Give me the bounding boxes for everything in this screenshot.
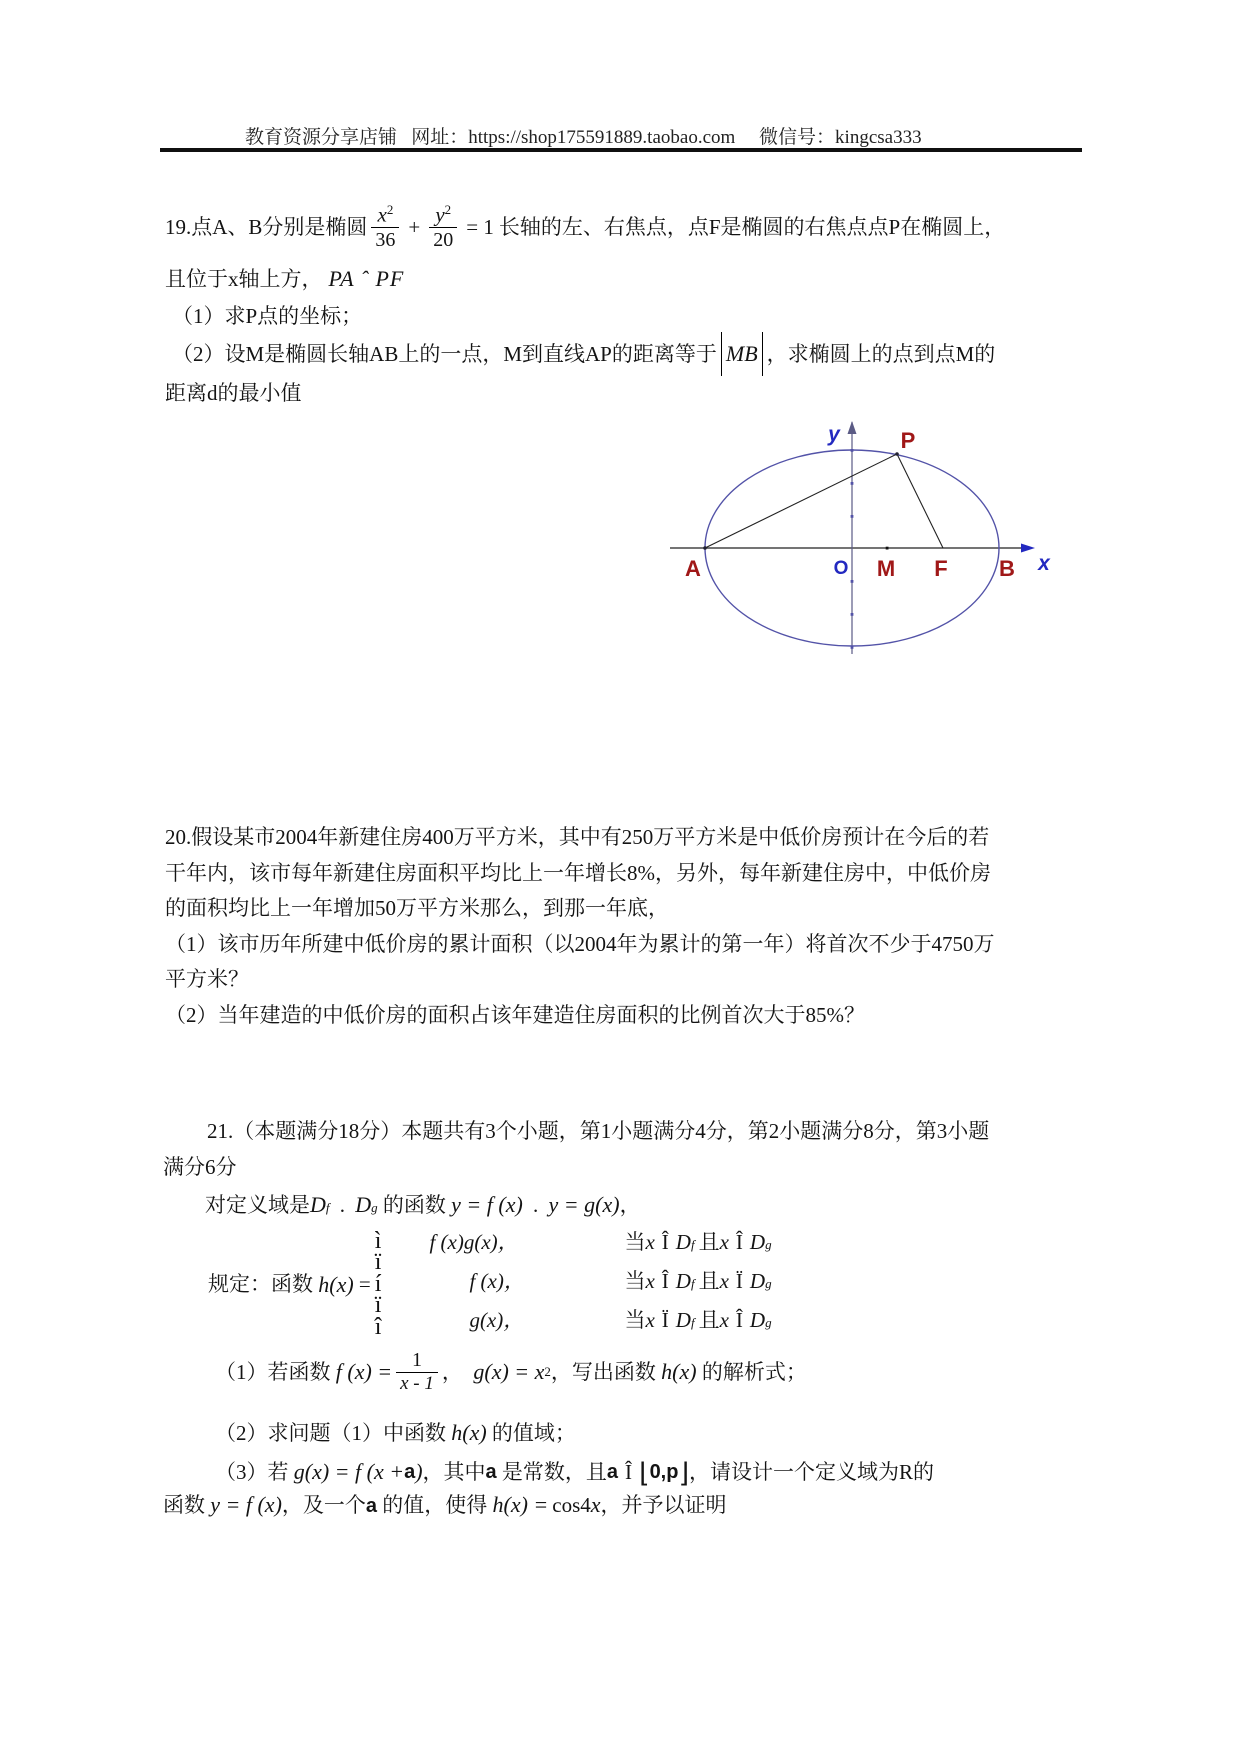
p21-item3-t1: ，其中 bbox=[422, 1459, 486, 1484]
label-b: B bbox=[999, 556, 1015, 581]
formula-y-fx: y = f (x) bbox=[210, 1492, 282, 1517]
case2-expr: f (x)， bbox=[469, 1269, 525, 1293]
brace-glyph: î bbox=[374, 1313, 382, 1340]
p21-item4 bbox=[163, 1492, 727, 1518]
abs-mb bbox=[721, 332, 763, 376]
exponent: 2 bbox=[444, 201, 452, 217]
p21-title1 bbox=[207, 1118, 989, 1144]
x-axis-arrow-icon bbox=[1021, 544, 1035, 553]
label-x-axis: x bbox=[1038, 552, 1050, 575]
p21-intro-pre: 对定义域是 bbox=[205, 1193, 310, 1217]
case1-expr: f (x)g(x)， bbox=[429, 1230, 519, 1254]
when-label: 当 bbox=[624, 1269, 646, 1293]
p20-line: 干年内，该市每年新建住房面积平均比上一年增长8%，另外，每年新建住房中，中低价房 bbox=[165, 860, 991, 885]
formula-hx: h(x) bbox=[661, 1359, 697, 1384]
set-dg-sub: g bbox=[765, 1315, 772, 1330]
p21-item4-t4: ，并予以证明 bbox=[600, 1493, 727, 1517]
point-m bbox=[886, 547, 889, 550]
close-paren: ) bbox=[415, 1459, 423, 1484]
set-dg: D bbox=[749, 1269, 766, 1293]
var-x: x bbox=[377, 202, 387, 227]
p19-line2 bbox=[165, 266, 404, 292]
cos4-text: cos4 bbox=[552, 1493, 591, 1517]
var-x: x bbox=[645, 1308, 655, 1332]
p20-line: 20.假设某市2004年新建住房400万平方米，其中有250万平方米是中低价房预计在今后的若 bbox=[165, 825, 990, 849]
p21-item1 bbox=[215, 1346, 807, 1398]
point-a bbox=[703, 546, 707, 550]
element-of-symbol: Î bbox=[661, 1230, 669, 1254]
p19-item1-text: （1）求P点的坐标； bbox=[172, 304, 363, 328]
not-element-of-symbol: Ï bbox=[661, 1308, 669, 1332]
var-x: x bbox=[719, 1308, 729, 1332]
brace-glyph: ï bbox=[374, 1249, 382, 1276]
element-of-symbol: Î bbox=[625, 1459, 633, 1484]
set-df-sub: f bbox=[690, 1315, 695, 1330]
p21-item2-end: 的值域； bbox=[486, 1421, 576, 1445]
p21-item3-t3: ，请设计一个定义域为R的 bbox=[689, 1459, 935, 1484]
p21-item2 bbox=[215, 1420, 576, 1446]
label-a: A bbox=[685, 556, 701, 581]
p19-item2-rest: ，求椭圆上的点到点M的 bbox=[766, 341, 996, 366]
p19-line3 bbox=[165, 380, 302, 406]
fraction-denominator: 20 bbox=[429, 227, 457, 251]
p21-intro-post: ， bbox=[619, 1193, 641, 1217]
separator-dot: . bbox=[334, 1193, 351, 1217]
y-axis-arrow-icon bbox=[848, 421, 857, 434]
shop-header-text: 教育资源分享店铺 网址：https://shop175591889.taobao.com 微信号：kingcsa333 bbox=[245, 127, 922, 148]
y-tick bbox=[851, 613, 854, 616]
label-y-axis: y bbox=[828, 423, 840, 446]
p21-item1-end: 的解析式； bbox=[696, 1359, 807, 1384]
p21-item4-t2: ，及一个 bbox=[281, 1493, 366, 1517]
fraction-numerator bbox=[431, 203, 455, 228]
var-x: x bbox=[645, 1230, 655, 1254]
pa-perp-pf-formula: PA ˆ PF bbox=[328, 266, 405, 291]
p21-piecewise bbox=[208, 1226, 772, 1343]
case-row-2 bbox=[429, 1265, 771, 1304]
y-tick bbox=[851, 515, 854, 518]
set-df-sub: f bbox=[690, 1276, 695, 1291]
alpha-symbol: a bbox=[404, 1460, 416, 1483]
right-bracket: ⌋ bbox=[678, 1458, 690, 1489]
p20-block bbox=[165, 820, 995, 1034]
set-dg-sub: g bbox=[765, 1276, 772, 1291]
y-tick bbox=[851, 580, 854, 583]
p19-line3-text: 距离d的最小值 bbox=[165, 381, 302, 405]
rule-label: 规定：函数 bbox=[208, 1272, 319, 1297]
chord-ap bbox=[705, 454, 897, 548]
formula-y-gx: y = g(x) bbox=[548, 1192, 620, 1217]
var-y: y bbox=[435, 202, 445, 227]
when-label: 当 bbox=[624, 1230, 646, 1254]
domain-dg: D bbox=[355, 1192, 372, 1217]
mb-symbol: MB bbox=[725, 341, 758, 366]
p19-line1 bbox=[165, 197, 1005, 257]
ellipse-figure-svg bbox=[640, 402, 1060, 668]
alpha-symbol: a bbox=[606, 1460, 619, 1483]
not-element-of-symbol: Ï bbox=[735, 1269, 743, 1293]
element-of-symbol: Î bbox=[735, 1230, 743, 1254]
p21-item1-mid: ，写出函数 bbox=[550, 1359, 662, 1384]
and-label: 且 bbox=[698, 1230, 720, 1254]
brace-glyph: í bbox=[374, 1270, 382, 1297]
p19-item1 bbox=[172, 303, 362, 329]
separator-dot: . bbox=[527, 1193, 544, 1217]
fraction-numerator: 1 bbox=[412, 1349, 422, 1372]
comma: ， bbox=[441, 1359, 474, 1384]
label-m: M bbox=[876, 556, 896, 581]
set-df: D bbox=[675, 1269, 691, 1293]
fraction-denominator: 36 bbox=[371, 227, 399, 251]
p20-line: 的面积均比上一年增加50万平方米那么，到那一年底， bbox=[165, 896, 669, 921]
set-dg-sub: g bbox=[765, 1237, 772, 1252]
var-x: x bbox=[645, 1269, 655, 1293]
brace-glyph: ì bbox=[374, 1227, 382, 1254]
formula-gx-x2: g(x) = x bbox=[473, 1359, 545, 1384]
case3-expr: g(x)， bbox=[469, 1308, 525, 1332]
formula-gx-fxa: g(x) = f (x + bbox=[293, 1459, 405, 1484]
label-origin: O bbox=[833, 558, 849, 579]
p19-line1-rest: 长轴的左、右焦点，点F是椭圆的右焦点点P在椭圆上， bbox=[498, 214, 1006, 239]
p20-line: 平方米？ bbox=[165, 967, 249, 992]
label-f: F bbox=[934, 556, 948, 581]
set-dg: D bbox=[749, 1308, 766, 1332]
left-bracket: ⌊ bbox=[639, 1458, 650, 1489]
var-x: x bbox=[719, 1269, 729, 1293]
p19-line1-lead: 19.点A、B分别是椭圆 bbox=[165, 214, 368, 239]
and-label: 且 bbox=[698, 1308, 720, 1332]
fraction-1-over-x-minus-1 bbox=[396, 1349, 438, 1395]
p21-item2-pre: （2）求问题（1）中函数 bbox=[215, 1421, 452, 1445]
when-label: 当 bbox=[624, 1308, 646, 1332]
fraction-numerator bbox=[374, 203, 398, 228]
equals-one: = 1 bbox=[466, 214, 494, 239]
p19-item2-lead: （2）设M是椭圆长轴AB上的一点，M到直线AP的距离等于 bbox=[172, 341, 717, 366]
domain-df: D bbox=[310, 1192, 326, 1217]
case-row-3 bbox=[429, 1304, 771, 1343]
p21-item1-pre: （1）若函数 bbox=[215, 1359, 336, 1384]
p21-title2 bbox=[163, 1154, 237, 1180]
p21-title2-text: 满分6分 bbox=[163, 1155, 237, 1179]
domain-dg-sub: g bbox=[371, 1200, 378, 1215]
y-tick bbox=[851, 482, 854, 485]
fraction-denominator: x - 1 bbox=[396, 1372, 438, 1395]
exponent: 2 bbox=[544, 1364, 551, 1379]
formula-hx: h(x) bbox=[451, 1420, 487, 1445]
p19-item2 bbox=[172, 331, 995, 377]
p21-title1-text: 21.（本题满分18分）本题共有3个小题，第1小题满分4分，第2小题满分8分，第3小题 bbox=[207, 1119, 990, 1143]
p20-line: （2）当年建造的中低价房的面积占该年建造住房面积的比例首次大于85%？ bbox=[165, 1002, 865, 1027]
rule-equals: = bbox=[353, 1272, 371, 1297]
p21-item3-pre: （3）若 bbox=[215, 1459, 294, 1484]
set-df: D bbox=[675, 1308, 691, 1332]
ellipse-figure bbox=[640, 402, 1060, 668]
var-x: x bbox=[590, 1492, 601, 1517]
interval-0-pi: 0,p bbox=[649, 1460, 679, 1483]
alpha-symbol: a bbox=[485, 1460, 497, 1483]
set-dg: D bbox=[749, 1230, 766, 1254]
case-row-1 bbox=[429, 1226, 771, 1265]
p20-line: （1）该市历年所建中低价房的累计面积（以2004年为累计的第一年）将首次不少于4750万 bbox=[165, 931, 995, 956]
p21-item4-t3: 的值，使得 bbox=[377, 1493, 493, 1517]
p21-intro-mid: 的函数 bbox=[377, 1193, 452, 1217]
formula-hx-eq: h(x) = bbox=[492, 1492, 549, 1517]
formula-y-fx: y = f (x) bbox=[451, 1192, 523, 1217]
formula-hx: h(x) bbox=[318, 1271, 354, 1297]
p21-item4-t1: 函数 bbox=[163, 1493, 211, 1517]
p19-line2-text: 且位于x轴上方， bbox=[165, 267, 323, 291]
point-p bbox=[895, 452, 899, 456]
set-df-sub: f bbox=[690, 1237, 695, 1252]
domain-df-sub: f bbox=[325, 1200, 330, 1215]
header-divider bbox=[160, 148, 1082, 152]
label-p: P bbox=[900, 428, 916, 453]
exponent: 2 bbox=[386, 201, 394, 217]
piecewise-cases bbox=[389, 1226, 771, 1343]
fraction-x2-36 bbox=[371, 203, 399, 252]
element-of-symbol: Î bbox=[735, 1308, 743, 1332]
element-of-symbol: Î bbox=[661, 1269, 669, 1293]
alpha-symbol: a bbox=[365, 1495, 378, 1517]
and-label: 且 bbox=[698, 1269, 720, 1293]
formula-fx-eq: f (x) = bbox=[335, 1359, 393, 1384]
fraction-y2-20 bbox=[429, 203, 457, 252]
var-x: x bbox=[719, 1230, 729, 1254]
plus-sign: + bbox=[408, 214, 421, 239]
brace-glyph: ï bbox=[374, 1292, 382, 1319]
left-brace-glyphs bbox=[374, 1227, 382, 1340]
p21-item3-t2: 是常数，且 bbox=[496, 1459, 607, 1484]
p21-intro bbox=[205, 1192, 641, 1218]
p21-item3 bbox=[215, 1450, 934, 1494]
set-df: D bbox=[675, 1230, 691, 1254]
